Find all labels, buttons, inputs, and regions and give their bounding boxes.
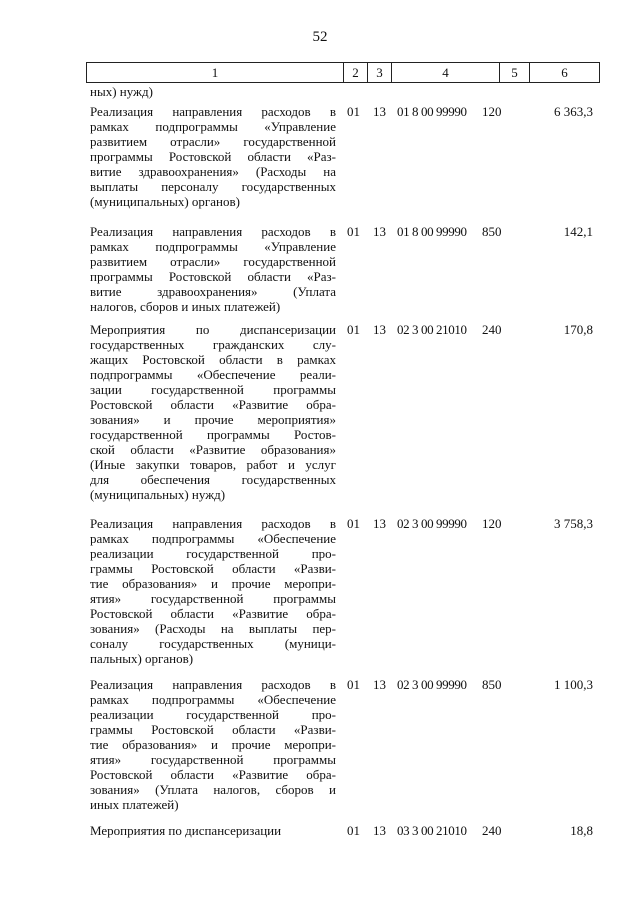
header-col-2: 2 [343, 63, 367, 82]
description-line: зации государственной программы [90, 382, 336, 397]
description-line: ятия» государственной программы [90, 752, 336, 767]
amount: 3 758,3 [554, 516, 593, 531]
description-line: Реализация направления расходов в [90, 677, 336, 692]
expense-type-code: 850 [482, 224, 502, 239]
description-line: пальных) органов) [90, 651, 194, 666]
target-article-code: 01 8 00 99990 [397, 224, 467, 239]
description-line: государственной программы Ростов- [90, 427, 336, 442]
amount: 1 100,3 [554, 677, 593, 692]
description-line: иных платежей) [90, 797, 179, 812]
section-code: 01 [347, 516, 360, 531]
description-line: программы Ростовской области «Раз- [90, 269, 336, 284]
target-article-code: 02 3 00 99990 [397, 516, 467, 531]
section-code: 01 [347, 224, 360, 239]
description-line: (муниципальных) нужд) [90, 487, 226, 502]
description-line: подпрограммы «Обеспечение реали- [90, 367, 336, 382]
expense-type-code: 850 [482, 677, 502, 692]
continuation-text: ных) нужд) [90, 84, 153, 99]
subsection-code: 13 [373, 104, 386, 119]
section-code: 01 [347, 104, 360, 119]
subsection-code: 13 [373, 224, 386, 239]
target-article-code: 03 3 00 21010 [397, 823, 467, 838]
header-col-1: 1 [211, 65, 219, 80]
description-line: Мероприятия по диспансеризации [90, 322, 336, 337]
row-description [90, 322, 336, 502]
row-description [90, 104, 336, 209]
description-line: выплаты персоналу государственных [90, 179, 336, 194]
section-code: 01 [347, 322, 360, 337]
description-line: зования» (Уплата налогов, сборов и [90, 782, 336, 797]
amount: 6 363,3 [554, 104, 593, 119]
description-line: витие здравоохранения» (Уплата [90, 284, 336, 299]
description-line: Реализация направления расходов в [90, 224, 336, 239]
description-line: Реализация направления расходов в [90, 104, 336, 119]
amount: 142,1 [563, 224, 593, 239]
target-article-code: 02 3 00 99990 [397, 677, 467, 692]
subsection-code: 13 [373, 322, 386, 337]
row-description [90, 516, 336, 666]
header-col-4: 4 [391, 63, 499, 82]
description-line: развитием отрасли» государственной [90, 134, 336, 149]
expense-type-code: 120 [482, 516, 502, 531]
page-number: 52 [312, 29, 328, 45]
description-line: рамках подпрограммы «Управление [90, 239, 336, 254]
description-line: реализации государственной про- [90, 546, 336, 561]
expense-type-code: 120 [482, 104, 502, 119]
description-line: ятия» государственной программы [90, 591, 336, 606]
description-line: рамках подпрограммы «Обеспечение [90, 531, 336, 546]
description-line: для обеспечения государственных [90, 472, 336, 487]
description-line: жащих Ростовской области в рамках [90, 352, 336, 367]
description-line: витие здравоохранения» (Расходы на [90, 164, 336, 179]
description-line: рамках подпрограммы «Управление [90, 119, 336, 134]
header-col-5: 5 [499, 63, 529, 82]
description-line: Ростовской области «Развитие обра- [90, 606, 336, 621]
description-line: граммы Ростовской области «Разви- [90, 561, 336, 576]
description-line: реализации государственной про- [90, 707, 336, 722]
row-description [90, 823, 336, 838]
description-line: Реализация направления расходов в [90, 516, 336, 531]
description-line: тие образования» и прочие меропри- [90, 737, 336, 752]
target-article-code: 02 3 00 21010 [397, 322, 467, 337]
description-line: (муниципальных) органов) [90, 194, 240, 209]
subsection-code: 13 [373, 516, 386, 531]
table-header [86, 62, 600, 83]
description-line: государственных гражданских слу- [90, 337, 336, 352]
row-description [90, 224, 336, 314]
section-code: 01 [347, 677, 360, 692]
amount: 170,8 [563, 322, 593, 337]
description-line: соналу государственных (муници- [90, 636, 336, 651]
description-line: Мероприятия по диспансеризации [90, 823, 282, 838]
header-col-6: 6 [529, 63, 599, 82]
description-line: рамках подпрограммы «Обеспечение [90, 692, 336, 707]
expense-type-code: 240 [482, 823, 502, 838]
description-line: Ростовской области «Развитие обра- [90, 767, 336, 782]
subsection-code: 13 [373, 823, 386, 838]
description-line: зования» (Расходы на выплаты пер- [90, 621, 336, 636]
expense-type-code: 240 [482, 322, 502, 337]
header-col-3: 3 [367, 63, 391, 82]
description-line: развитием отрасли» государственной [90, 254, 336, 269]
description-line: ской области «Развитие образования» [90, 442, 336, 457]
description-line: зования» и прочие мероприятия» [90, 412, 336, 427]
description-line: тие образования» и прочие меропри- [90, 576, 336, 591]
row-description [90, 677, 336, 812]
description-line: граммы Ростовской области «Разви- [90, 722, 336, 737]
description-line: Ростовской области «Развитие обра- [90, 397, 336, 412]
description-line: (Иные закупки товаров, работ и услуг [90, 457, 336, 472]
subsection-code: 13 [373, 677, 386, 692]
description-line: программы Ростовской области «Раз- [90, 149, 336, 164]
description-line: налогов, сборов и иных платежей) [90, 299, 281, 314]
target-article-code: 01 8 00 99990 [397, 104, 467, 119]
amount: 18,8 [570, 823, 593, 838]
section-code: 01 [347, 823, 360, 838]
